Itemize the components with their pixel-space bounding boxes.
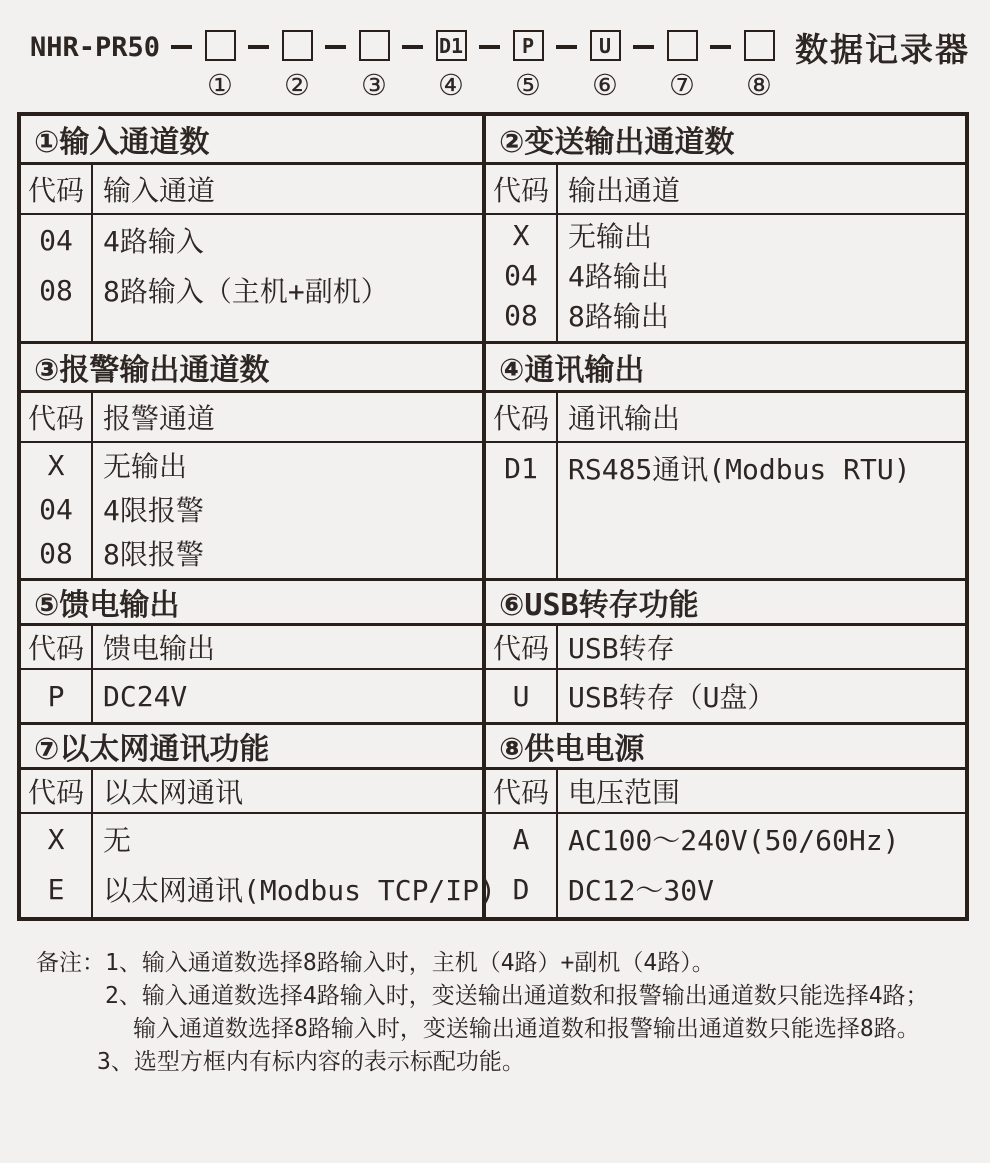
code-header-cell: 代码	[27, 632, 84, 665]
section-power-supply	[482, 722, 965, 917]
section-title: ⑦以太网通讯功能	[21, 725, 482, 770]
model-slot-6	[588, 30, 622, 100]
table-row	[21, 215, 482, 265]
section-comm-output	[482, 341, 965, 578]
code-header-cell: 代码	[27, 776, 84, 809]
desc-cell: DC24V	[103, 679, 188, 713]
circled-number-2: ②	[284, 68, 311, 102]
note-text: 输入通道数选择8路输入时，变送输出通道数和报警输出通道数只能选择8路。	[133, 1016, 920, 1042]
desc-cell: DC12～30V	[568, 874, 715, 907]
code-cell: X	[512, 218, 530, 252]
desc-header-cell: 通讯输出	[568, 402, 681, 435]
table-row	[486, 255, 965, 295]
desc-cell: 以太网通讯(Modbus TCP/IP)	[103, 874, 496, 907]
section-title: ②变送输出通道数	[486, 116, 965, 165]
option-box-7	[667, 30, 698, 61]
table-row	[21, 864, 496, 914]
option-box-5: P	[513, 30, 544, 61]
desc-cell: 无输出	[103, 450, 188, 483]
table-row	[21, 531, 482, 575]
section-usb-transfer	[482, 578, 965, 722]
desc-cell: 无输出	[568, 220, 653, 253]
code-header-cell: 代码	[27, 174, 84, 207]
section-header-row	[21, 626, 482, 670]
desc-header-cell: USB转存	[568, 632, 675, 665]
ordering-code-table	[17, 112, 969, 921]
circled-number-6: ⑥	[592, 68, 619, 102]
section-power-feed-output	[21, 578, 482, 722]
dash-separator	[325, 30, 346, 64]
table-row	[486, 814, 965, 864]
table-row	[486, 215, 965, 255]
model-slot-1	[203, 30, 237, 100]
table-row	[21, 814, 482, 864]
section-header-row	[486, 165, 965, 215]
desc-cell: 8路输出	[568, 300, 669, 333]
section-alarm-output-channels	[21, 341, 482, 578]
section-title: ⑤馈电输出	[21, 581, 482, 626]
model-slot-8	[742, 30, 776, 100]
dash-separator	[556, 30, 577, 64]
section-ethernet-comm	[21, 722, 496, 917]
section-header-row	[486, 393, 965, 443]
dash-separator	[171, 30, 192, 64]
dash-separator	[402, 30, 423, 64]
desc-header-cell: 以太网通讯	[103, 776, 244, 809]
option-box-3	[359, 30, 390, 61]
code-header-cell: 代码	[27, 402, 84, 435]
option-box-1	[205, 30, 236, 61]
section-header-row	[21, 770, 482, 814]
table-row	[21, 443, 482, 487]
section-header-row	[486, 626, 965, 670]
desc-header-cell: 报警通道	[103, 402, 216, 435]
product-name: 数据记录器	[795, 29, 971, 69]
table-row	[486, 443, 965, 493]
desc-header-cell: 电压范围	[568, 776, 681, 809]
desc-cell: 4路输出	[568, 260, 669, 293]
table-row	[486, 864, 965, 914]
option-box-8	[744, 30, 775, 61]
desc-cell: USB转存（U盘）	[568, 681, 776, 714]
code-header-cell: 代码	[492, 632, 549, 665]
code-cell: 08	[39, 273, 73, 307]
desc-header-cell: 输出通道	[568, 174, 681, 207]
note-text: 2、输入通道数选择4路输入时，变送输出通道数和报警输出通道数只能选择4路；	[105, 983, 929, 1009]
model-prefix: NHR-PR50	[30, 31, 161, 63]
code-header-cell: 代码	[492, 402, 549, 435]
code-cell: 04	[39, 223, 73, 257]
desc-cell: 8路输入（主机+副机）	[103, 275, 389, 308]
model-slot-7	[665, 30, 699, 100]
section-header-row	[486, 770, 965, 814]
circled-number-8: ⑧	[746, 68, 773, 102]
code-cell: D	[512, 872, 530, 906]
desc-cell: 无	[103, 824, 132, 857]
section-header-row	[21, 165, 482, 215]
dash-separator	[710, 30, 731, 64]
code-cell: 08	[504, 298, 538, 332]
section-title: ④通讯输出	[486, 344, 965, 393]
section-input-channels	[21, 116, 482, 341]
model-slot-5	[511, 30, 545, 100]
code-cell: P	[47, 679, 65, 713]
circled-number-7: ⑦	[669, 68, 696, 102]
circled-number-1: ①	[207, 68, 234, 102]
code-cell: X	[47, 448, 65, 482]
model-slot-4	[434, 30, 468, 100]
desc-header-cell: 馈电输出	[103, 632, 216, 665]
model-composition-line	[30, 30, 990, 100]
notes-label: 备注：	[36, 950, 105, 976]
dash-separator	[248, 30, 269, 64]
table-row	[21, 487, 482, 531]
desc-cell: 4限报警	[103, 494, 204, 527]
code-cell: 04	[39, 492, 73, 526]
code-cell: U	[512, 679, 530, 713]
option-box-2	[282, 30, 313, 61]
code-cell: X	[47, 822, 65, 856]
circled-number-4: ④	[438, 68, 465, 102]
note-text: 1、输入通道数选择8路输入时，主机（4路）+副机（4路）。	[105, 950, 715, 976]
circled-number-3: ③	[361, 68, 388, 102]
note-line-2	[0, 980, 990, 1013]
note-text: 3、选型方框内有标内容的表示标配功能。	[97, 1049, 525, 1075]
option-box-4: D1	[436, 30, 467, 61]
circled-number-5: ⑤	[515, 68, 542, 102]
desc-cell: AC100～240V(50/60Hz)	[568, 824, 900, 857]
section-title: ③报警输出通道数	[21, 344, 482, 393]
code-cell: E	[47, 872, 65, 906]
note-line-3	[0, 1013, 990, 1046]
desc-cell: 8限报警	[103, 538, 204, 571]
section-transmit-output-channels	[482, 116, 965, 341]
section-title: ⑧供电电源	[486, 725, 965, 770]
code-cell: D1	[504, 451, 538, 485]
table-row	[21, 670, 482, 722]
desc-header-cell: 输入通道	[103, 174, 216, 207]
code-cell: A	[512, 822, 530, 856]
code-header-cell: 代码	[492, 174, 549, 207]
note-line-1	[0, 947, 990, 980]
code-cell: 08	[39, 536, 73, 570]
table-row	[486, 670, 965, 722]
table-row	[21, 265, 482, 315]
option-box-6: U	[590, 30, 621, 61]
model-slot-2	[280, 30, 314, 100]
section-header-row	[21, 393, 482, 443]
desc-cell: RS485通讯(Modbus RTU)	[568, 453, 911, 486]
note-line-4	[0, 1046, 990, 1079]
code-header-cell: 代码	[492, 776, 549, 809]
desc-cell: 4路输入	[103, 225, 204, 258]
dash-separator	[633, 30, 654, 64]
section-title: ①输入通道数	[21, 116, 482, 165]
footnotes	[0, 947, 990, 1079]
section-title: ⑥USB转存功能	[486, 581, 965, 626]
table-row	[486, 295, 965, 335]
code-cell: 04	[504, 258, 538, 292]
model-slot-3	[357, 30, 391, 100]
dash-separator	[479, 30, 500, 64]
